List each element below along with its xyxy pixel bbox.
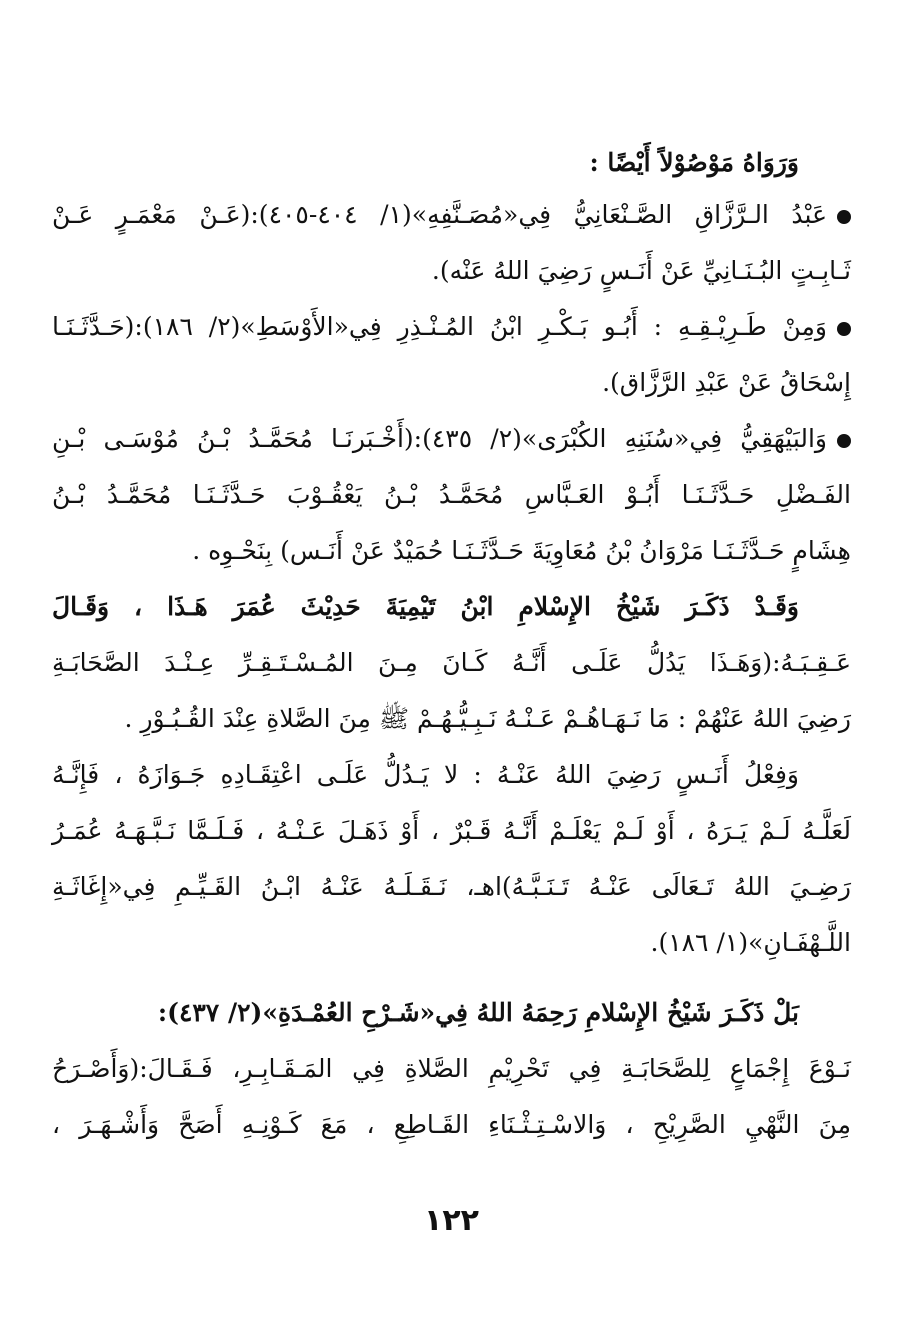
text-run: وَالبَيْهَقِيُّ فِي«سُنَنِهِ الكُبْرَى»(٢/ ٤٣٥):(أَخْـبَرنَـا مُحَمَّـدُ بْـنُ مُوْسَـى بْـنِ [52,424,827,453]
text-line [52,534,851,568]
bullet-icon [837,322,851,336]
text-run: وَمِنْ طَـرِيْـقِـهِ : أَبُـو بَـكْـرِ ابْنُ المُـنْـذِرِ فِي«الأَوْسَطِ»(٢/ ١٨٦):(حَـدَّثَـنَـا [52,312,827,341]
bullet-icon [837,434,851,448]
text-run: الفَـضْلِ حَـدَّثَـنَـا أَبُـوْ العَـبَّاسِ مُحَمَّـدُ بْـنُ يَعْقُـوْبَ حَـدَّثَـنَـا مُحَمَّـدُ بْـنُ [52,480,851,509]
text-run: هِشَامٍ حَـدَّثَـنَـا مَرْوَانُ بْنُ مُعَاوِيَةَ حَـدَّثَـنَـا حُمَيْدٌ عَنْ أَنَـس) بِنَحْـوِه . [192,536,851,565]
text-run: ثَـابِـتٍ البُـنَـانِيِّ عَنْ أَنَـسٍ رَضِيَ اللهُ عَنْه). [431,256,851,285]
text-run: وَقَـدْ ذَكَـرَ شَيْخُ الإِسْلامِ ابْنُ تَيْمِيَةَ حَدِيْثَ عُمَرَ هَـذَا ، وَقَـالَ [52,592,799,621]
page-number: ١٢٢ [424,1203,479,1238]
text-run: عَبْدُ الـرَّزَّاقِ الصَّـنْعَانِيُّ فِي«مُصَـنَّفِهِ»(١/ ٤٠٤-٤٠٥):(عَـنْ مَعْمَـرٍ عَـنْ [52,200,827,229]
text-line [52,366,851,400]
text-run: نَـوْعَ إِجْمَاعٍ لِلصَّحَابَـةِ فِي تَحْرِيْمِ الصَّلاةِ فِي المَـقَـابِـرِ، فَـقَـالَ:(وَأَصْـرَحُ [52,1054,851,1083]
bullet-line-bayhaqi [52,422,851,456]
text-line [52,814,851,848]
text-run: اللَّـهْفَـانِ»(١/ ١٨٦). [650,928,851,957]
text-run: لَعَلَّـهُ لَـمْ يَـرَهُ ، أَوْ لَـمْ يَعْلَـمْ أَنَّـهُ قَـبْرٌ ، أَوْ ذَهَـلَ عَـنْـهُ ، فَـلَـمَّا نَـبَّـهَـهُ عُمَـرُ [52,816,851,845]
text-run: وَفِعْلُ أَنَـسٍ رَضِيَ اللهُ عَنْـهُ : لا يَـدُلُّ عَلَـى اعْتِقَـادِهِ جَـوَازَهُ ، فَإِنَّـهُ [52,760,799,789]
text-run: إِسْحَاقُ عَنْ عَبْدِ الرَّزَّاق). [602,368,851,397]
text-run: رَضِـيَ اللهُ تَـعَالَى عَنْـهُ تَـنَـبَّـهُ)اهـ، نَـقَـلَـهُ عَنْـهُ ابْـنُ القَـيِّـمِ فِي«إِغَاثَـةِ [52,872,851,901]
text-line [52,926,851,960]
intro-line [52,146,851,180]
text-run: بَلْ ذَكَـرَ شَيْخُ الإِسْلامِ رَحِمَهُ اللهُ فِي«شَـرْحِ العُمْـدَةِ»(٢/ ٤٣٧): [157,998,799,1027]
text-run: وَرَوَاهُ مَوْصُوْلاً أَيْضًا : [589,148,799,177]
text-run: رَضِيَ اللهُ عَنْهُمْ : مَا نَـهَـاهُـمْ عَـنْـهُ نَـبِـيُّـهُـمْ ﷺ مِنَ الصَّلاةِ عِنْدَ القُـبُـوْرِ . [124,704,851,733]
bullet-line-ibn-almundhir [52,310,851,344]
text-line [52,646,851,680]
text-run: عَـقِـبَـهُ:(وَهَـذَا يَدُلُّ عَلَـى أَنَّـهُ كَـانَ مِـنَ المُـسْـتَـقِـرِّ عِـنْـدَ الصَّحَابَـةِ [52,648,851,677]
text-run: مِنَ النَّهْيِ الصَّرِيْحِ ، وَالاسْـتِـثْـنَاءِ القَـاطِعِ ، مَعَ كَـوْنِـهِ أَصَحَّ وَأَشْـهَـرَ ، [52,1110,851,1139]
bullet-line-abdulrazzaq [52,198,851,232]
text-line [52,702,851,736]
paragraph-start-line [52,996,851,1030]
text-line [52,870,851,904]
text-line [52,1052,851,1086]
text-line [52,254,851,288]
document-page [52,128,851,1341]
text-line [52,1108,851,1142]
paragraph-start-line [52,758,851,792]
bullet-icon [837,210,851,224]
text-line [52,478,851,512]
paragraph-start-line [52,590,851,624]
